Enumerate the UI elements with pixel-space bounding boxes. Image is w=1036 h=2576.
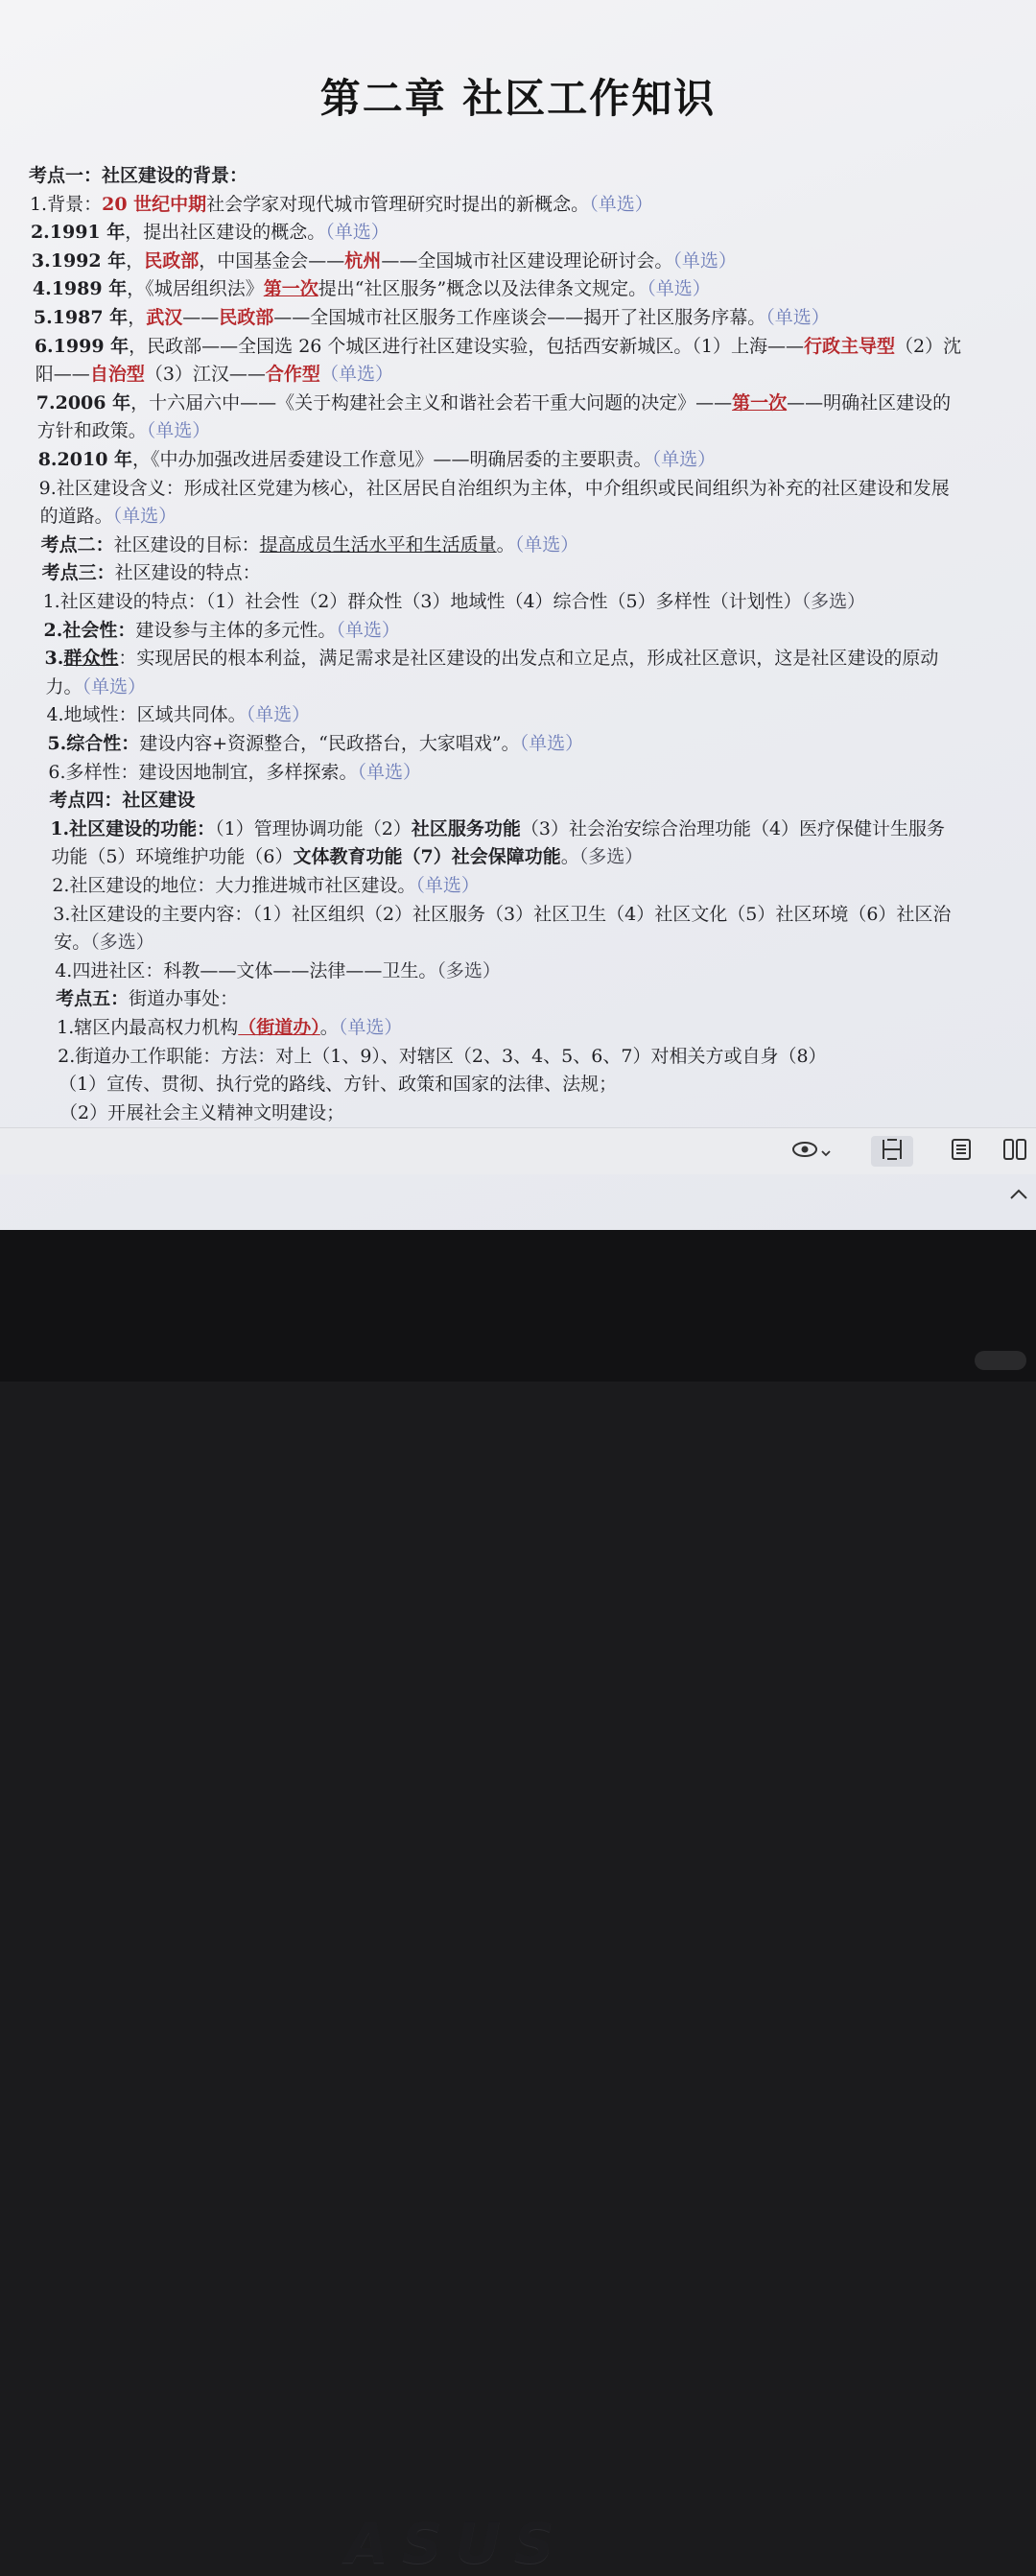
question-type-tag: （单选） bbox=[765, 307, 830, 328]
text-segment: ，民政部——全国选 26 个城区进行社区建设实验，包括西安新城区。（1）上海—— bbox=[129, 335, 805, 357]
question-type-tag: （多选） bbox=[436, 959, 501, 981]
text-segment: 1.辖区内最高权力机构 bbox=[57, 1017, 239, 1038]
text-segment: 第一次 bbox=[732, 391, 788, 414]
text-segment: 3.1992 年 bbox=[31, 249, 127, 272]
text-segment: 杭州 bbox=[344, 249, 382, 272]
question-type-tag: （单选） bbox=[357, 761, 422, 783]
text-segment: 群众性 bbox=[63, 648, 119, 670]
text-segment: 力。 bbox=[45, 675, 82, 697]
question-type-tag: （单选） bbox=[246, 704, 311, 726]
text-segment: 2.1991 年 bbox=[30, 222, 126, 244]
text-line bbox=[56, 986, 238, 1011]
text-line bbox=[53, 902, 951, 927]
text-segment: 提高成员生活水平和生活质量 bbox=[259, 533, 497, 555]
text-segment: 考点三： bbox=[41, 562, 115, 584]
text-line bbox=[29, 163, 247, 188]
text-segment: 3.社区建设的主要内容：（1）社区组织（2）社区服务（3）社区卫生（4）社区文化（5）社区环境（6）社区治 bbox=[53, 903, 952, 925]
text-segment: 安。 bbox=[54, 932, 91, 954]
text-line bbox=[52, 873, 480, 898]
text-segment: 民政部 bbox=[144, 249, 200, 272]
question-type-tag: （单选） bbox=[514, 533, 579, 555]
text-segment: 5.综合性： bbox=[47, 733, 140, 754]
page-width-button[interactable] bbox=[871, 1136, 913, 1167]
text-line bbox=[51, 844, 643, 869]
text-segment: 考点二： bbox=[40, 533, 114, 555]
text-line bbox=[32, 248, 737, 273]
two-page-icon bbox=[1002, 1137, 1027, 1166]
text-segment: ， bbox=[126, 249, 145, 272]
question-type-tag: （多选） bbox=[90, 932, 154, 954]
question-type-tag: （单选） bbox=[319, 364, 393, 386]
text-line bbox=[49, 788, 195, 813]
text-line bbox=[48, 760, 421, 785]
text-segment: 。 bbox=[319, 1017, 339, 1038]
question-type-tag: （单选） bbox=[146, 420, 211, 442]
text-segment: ，《城居组织法》 bbox=[127, 278, 264, 300]
text-segment: 民政部 bbox=[219, 307, 274, 328]
text-segment: ——全国城市社区服务工作座谈会——揭开了社区服务序幕。 bbox=[273, 307, 766, 328]
text-segment: 9.社区建设含义：形成社区党建为核心，社区居民自治组织为主体，中介组织或民间组织为补充的社区建设和发展 bbox=[38, 477, 950, 499]
text-segment: （3）江汉—— bbox=[144, 364, 266, 386]
text-segment: 文体教育功能（7）社会保障功能 bbox=[293, 846, 561, 868]
question-type-tag: （单选） bbox=[651, 449, 717, 470]
view-mode-button[interactable] bbox=[785, 1136, 836, 1167]
text-segment: —— bbox=[182, 307, 220, 328]
text-segment: ——全国城市社区建设理论研讨会。 bbox=[381, 249, 673, 272]
text-line bbox=[38, 447, 716, 472]
question-type-tag: （单选） bbox=[415, 875, 480, 896]
brand-logo: ASUS bbox=[345, 2511, 568, 2576]
text-segment: ：实现居民的根本利益，满足需求是社区建设的出发点和立足点，形成社区意识，这是社区建设的原动 bbox=[118, 648, 939, 670]
question-type-tag: （单选） bbox=[647, 278, 711, 300]
text-line bbox=[54, 930, 154, 955]
text-segment: 20 世纪中期 bbox=[102, 193, 207, 215]
text-line bbox=[41, 532, 579, 557]
text-line bbox=[46, 702, 310, 727]
text-line bbox=[35, 334, 961, 359]
page-width-icon bbox=[880, 1137, 905, 1166]
document-page bbox=[0, 0, 1036, 1127]
text-line bbox=[40, 504, 177, 529]
text-segment: ，《中办加强改进居委建设工作意见》——明确居委的主要职责。 bbox=[132, 449, 652, 470]
text-segment: （2）沈 bbox=[895, 335, 962, 357]
question-type-tag: （多选） bbox=[578, 846, 644, 868]
chevron-down-icon bbox=[821, 1143, 831, 1161]
text-segment: 街道办事处： bbox=[129, 988, 239, 1010]
text-segment: 5.1987 年 bbox=[33, 307, 129, 328]
text-segment: ，十六届六中——《关于构建社会主义和谐社会若干重大问题的决定》—— bbox=[130, 391, 733, 414]
text-segment: ， bbox=[128, 307, 147, 328]
question-type-tag: （单选） bbox=[589, 193, 653, 215]
status-bar bbox=[0, 1127, 1036, 1174]
text-segment: 阳—— bbox=[35, 364, 90, 386]
text-line bbox=[39, 476, 950, 501]
eye-icon bbox=[791, 1140, 818, 1163]
question-type-tag: （多选） bbox=[801, 591, 866, 612]
text-line bbox=[36, 390, 951, 415]
question-type-tag: （单选） bbox=[519, 733, 584, 754]
text-segment: 提出“社区服务”概念以及法律条文规定。 bbox=[318, 278, 648, 300]
text-line bbox=[59, 1072, 617, 1097]
text-segment: 。 bbox=[560, 846, 579, 868]
text-segment: 考点五： bbox=[56, 988, 130, 1010]
text-segment: 4.地域性：区域共同体。 bbox=[46, 704, 247, 726]
text-line bbox=[44, 618, 400, 643]
text-line bbox=[31, 220, 389, 245]
text-line bbox=[43, 589, 866, 614]
question-type-tag: （单选） bbox=[112, 506, 177, 528]
question-type-tag: （单选） bbox=[338, 1017, 403, 1038]
text-segment: （2）开展社会主义精神文明建设； bbox=[59, 1101, 345, 1123]
single-page-icon bbox=[949, 1137, 974, 1166]
question-type-tag: （单选） bbox=[325, 222, 389, 244]
text-segment: 社区建设的目标： bbox=[113, 533, 260, 555]
text-line bbox=[34, 305, 830, 330]
text-segment: 社区建设的特点： bbox=[114, 562, 261, 584]
text-segment: ，中国基金会—— bbox=[199, 249, 345, 272]
question-type-tag: （单选） bbox=[336, 619, 400, 641]
text-segment: 合作型 bbox=[265, 364, 320, 386]
text-segment: 2.街道办工作职能：方法：对上（1、9）、对辖区（2、3、4、5、6、7）对相关方或自身（8） bbox=[58, 1045, 827, 1067]
text-segment: ，提出社区建设的概念。 bbox=[125, 222, 326, 244]
text-segment: （3）社会治安综合治理功能（4）医疗保健计生服务 bbox=[520, 817, 946, 839]
text-segment: 2.社会性： bbox=[43, 619, 136, 641]
text-segment: 4.四进社区：科教——文体——法律——卫生。 bbox=[55, 959, 437, 981]
question-type-tag: （单选） bbox=[672, 249, 737, 272]
text-line bbox=[45, 674, 146, 699]
text-line bbox=[47, 731, 583, 756]
text-segment: 3. bbox=[44, 648, 64, 670]
text-segment: 建设内容+资源整合，“民政搭台，大家唱戏”。 bbox=[139, 733, 520, 754]
text-segment: 1.社区建设的特点：（1）社会性（2）群众性（3）地域性（4）综合性（5）多样性（计划性） bbox=[42, 591, 802, 612]
text-segment: 方针和政策。 bbox=[36, 420, 147, 442]
text-segment: 建设参与主体的多元性。 bbox=[135, 619, 337, 641]
chevron-up-icon[interactable] bbox=[1009, 1182, 1028, 1206]
text-segment: 考点一：社区建设的背景： bbox=[29, 165, 248, 186]
text-segment: 2.社区建设的地位：大力推进城市社区建设。 bbox=[52, 875, 416, 896]
two-page-button[interactable] bbox=[994, 1136, 1036, 1167]
screen bbox=[0, 0, 1036, 1230]
text-line bbox=[58, 1044, 826, 1069]
text-segment: 行政主导型 bbox=[804, 335, 896, 357]
text-line bbox=[50, 816, 945, 841]
text-segment: 7.2006 年 bbox=[35, 391, 131, 414]
text-line bbox=[57, 1015, 402, 1040]
text-segment: 4.1989 年 bbox=[32, 278, 128, 300]
text-segment: 6.1999 年 bbox=[34, 335, 130, 357]
text-segment: 1.背景： bbox=[29, 193, 103, 215]
text-segment: 武汉 bbox=[146, 307, 183, 328]
text-segment: ——明确社区建设的 bbox=[787, 391, 952, 414]
text-line bbox=[45, 646, 939, 671]
text-line bbox=[35, 362, 393, 387]
text-segment: 1.社区建设的功能： bbox=[50, 817, 216, 839]
question-type-tag: （单选） bbox=[82, 675, 147, 697]
text-segment: （1）管理协调功能（2） bbox=[215, 817, 412, 839]
text-line bbox=[37, 418, 211, 443]
text-segment: （1）宣传、贯彻、执行党的路线、方针、政策和国家的法律、法规； bbox=[59, 1074, 618, 1096]
watermark bbox=[975, 1351, 1026, 1370]
text-segment: （街道办） bbox=[238, 1017, 320, 1038]
text-segment: 第一次 bbox=[263, 278, 318, 300]
text-segment: 6.多样性：建设因地制宜，多样探索。 bbox=[48, 761, 358, 783]
text-segment: 考点四：社区建设 bbox=[49, 790, 196, 812]
laptop-bezel bbox=[0, 1230, 1036, 2576]
text-segment: 功能（5）环境维护功能（6） bbox=[51, 846, 294, 868]
text-segment: 的道路。 bbox=[39, 506, 113, 528]
page-title: 第二章 社区工作知识 bbox=[319, 75, 717, 122]
text-segment: 。 bbox=[496, 533, 515, 555]
single-page-button[interactable] bbox=[940, 1136, 982, 1167]
text-segment: 自治型 bbox=[89, 364, 145, 386]
text-line bbox=[42, 560, 261, 585]
text-segment: 8.2010 年 bbox=[37, 449, 133, 470]
text-line bbox=[55, 958, 501, 983]
text-segment: 社区服务功能 bbox=[411, 817, 521, 839]
text-line bbox=[30, 192, 653, 217]
text-line bbox=[33, 276, 711, 301]
text-segment: 社会学家对现代城市管理研究时提出的新概念。 bbox=[206, 193, 590, 215]
text-line bbox=[59, 1100, 344, 1125]
